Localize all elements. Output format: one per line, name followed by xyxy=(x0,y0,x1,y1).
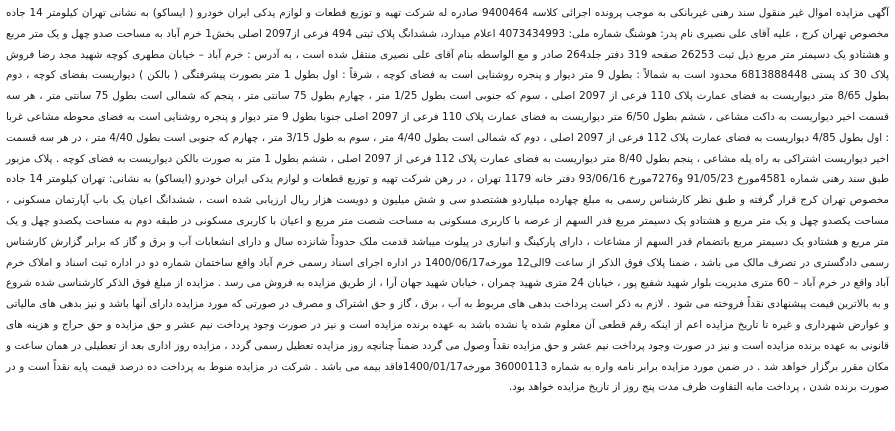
auction-notice-text: آگهی مزایده اموال غیر منقول سند رهنی غیربانکی به موجب پرونده اجرائی کلاسه 9400464 صادره له شرکت تهیه و توزیع قطعات و لوازم یدکی ایران خودرو ( ایساکو) به نشانی تهران کیلومتر 14 جاده مخصوص تهران کرج ، علیه آقای علی نصیری نام پدر: هوشنگ شماره ملی: 4073434993 اعلام میدارد، ششدانگ پلاک ثبتی 494 فرعی از2097 اصلی بخش1 خرم آباد به مساحت صدو چهل و یک متر مربع و هشتادو یک دسیمتر متر مربع ذیل ثبت 26253 صفحه 319 دفتر جلد264 صادر و مع الواسطه بنام آقای علی نصیری منتقل شده است ، به آدرس : خرم آباد – خیابان مطهری کوچه شهید مجد رضا فروش پلاک 30 کد پستی 6813888448 محدود است به شمالاً : بطول 9 متر دیوار و پنجره روشنایی است به فضای کوچه ، شرقاً : اول بطول 1 متر بصورت پیشرفتگی ( بالکن ) دیواریست بفضای کوچه ، دوم بطول 8/65 متر دیواریست به فضای عمارت پلاک 110 فرعی از 2097 اصلی ، سوم که جنوبی است بطول 1/25 متر ، چهارم بطول 75 سانتی متر ، پنجم که شمالی است بطول 75 سانتی متر ، هر سه قسمت اخیر دیواریست به داکت مشاعی ، ششم بطول 6/50 متر دیواریست به فضای عمارت پلاک 110 فرعی از 2097 اصلی جنوبا بطول 9 متر دیوار و پنجره روشنایی است به فضای محوطه مشاعی غربا : اول بطول 4/85 دیواریست به فضای عمارت پلاک 112 فرعی از 2097 اصلی ، دوم که شمالی است بطول 4/40 متر ، سوم به طول 3/15 متر ، چهارم که جنوبی است بطول 4/40 متر ، در هر سه قسمت اخیر دیواریست اشتراکی به راه پله مشاعی ، پنجم بطول 8/40 متر دیواریست به فضای عمارت پلاک 112 فرعی از 2097 اصلی ، ششم بطول 1 متر به صورت بالکن دیواریست به فضای کوچه . پلاک مزبور طبق سند رهنی شماره 4581مورخ 91/05/23 و7276مورخ 93/06/16 دفتر خانه 1179 تهران ، در رهن شرکت تهیه و توزیع قطعات و لوازم یدکی ایران خودرو (ایساکو) به نشانی: تهران کیلومتر 14 جاده مخصوص تهران کرج قرار گرفته و طبق نظر کارشناس رسمی به مبلغ چهارده میلیاردو هشتصدو سی و شش میلیون و دویست هزار ریال ارزیابی شده است ، ششدانگ اعیان یک باب آپارتمان مسکونی ، مساحت یکصدو چهل و یک متر مربع و هشتادو یک دسیمتر مربع قدر السهم از عرصه با کاربری مسکونی به مساحت شصت متر مربع و اعیان با کاربری مسکونی در طبقه دوم به مساحت یکصدو چهل و یک متر مربع و هشتادو یک دسیمتر مربع باتضمام قدر السهم از مشاعات ، دارای پارکینگ و انباری در پیلوت میباشد قدمت ملک حدوداً شانزده سال و دارای انشعابات آب و برق و گاز که برابر گزارش کارشناس رسمی دادگستری در تصرف مالک می باشد ، ضمنا پلاک فوق الذکر از ساعت 9الی12 مورخه1400/06/17 در اداره اجرای اسناد رسمی خرم آباد واقع ساختمان شماره دو در اداره ثبت اسناد و املاک خرم آباد واقع در خرم آباد – 60 متری مدیریت بلوار شهید شفیع پور ، خیابان 24 متری شهید چمران ، خیابان شهید جهان آرا ، از طریق مزایده به فروش می رسد . مزایده از مبلغ فوق الذکر کارشناسی شده شروع و به بالاترین قیمت پیشنهادی نقداً فروخته می شود . لازم به ذکر است پرداخت بدهی های مربوط به آب ، برق ، گاز و حق اشتراک و مصرف در صورتی که مورد مزایده دارای آنها باشد و نیز بدهی های مالیاتی و عوارض شهرداری و غیره تا تاریخ مزایده اعم از اینکه رقم قطعی آن معلوم شده یا نشده باشد به عهده برنده مزایده است و نیز در صورت وجود پرداخت نیم عشر و حق مزایده و حق حراج و هزینه های قانونی به عهده برنده مزایده است و نیز در صورت وجود پرداخت نیم عشر و حق مزایده نقداً وصول می گردد ضمناً چنانچه روز مزایده تعطیل رسمی گردد ، مزایده روز اداری بعد از تعطیلی در همان ساعت و مکان مقرر برگزار خواهد شد . در ضمن مورد مزایده برابر نامه واره به شماره 36000113 مورخه1400/01/17فاقد بیمه می باشد . شرکت در مزایده منوط به پرداخت ده درصد قیمت پایه نقداً است و در صورت برنده شدن ، پرداخت مابه التفاوت ظرف مدت پنج روز از تاریخ مزایده خواهد بود. xyxy=(6,7,890,394)
